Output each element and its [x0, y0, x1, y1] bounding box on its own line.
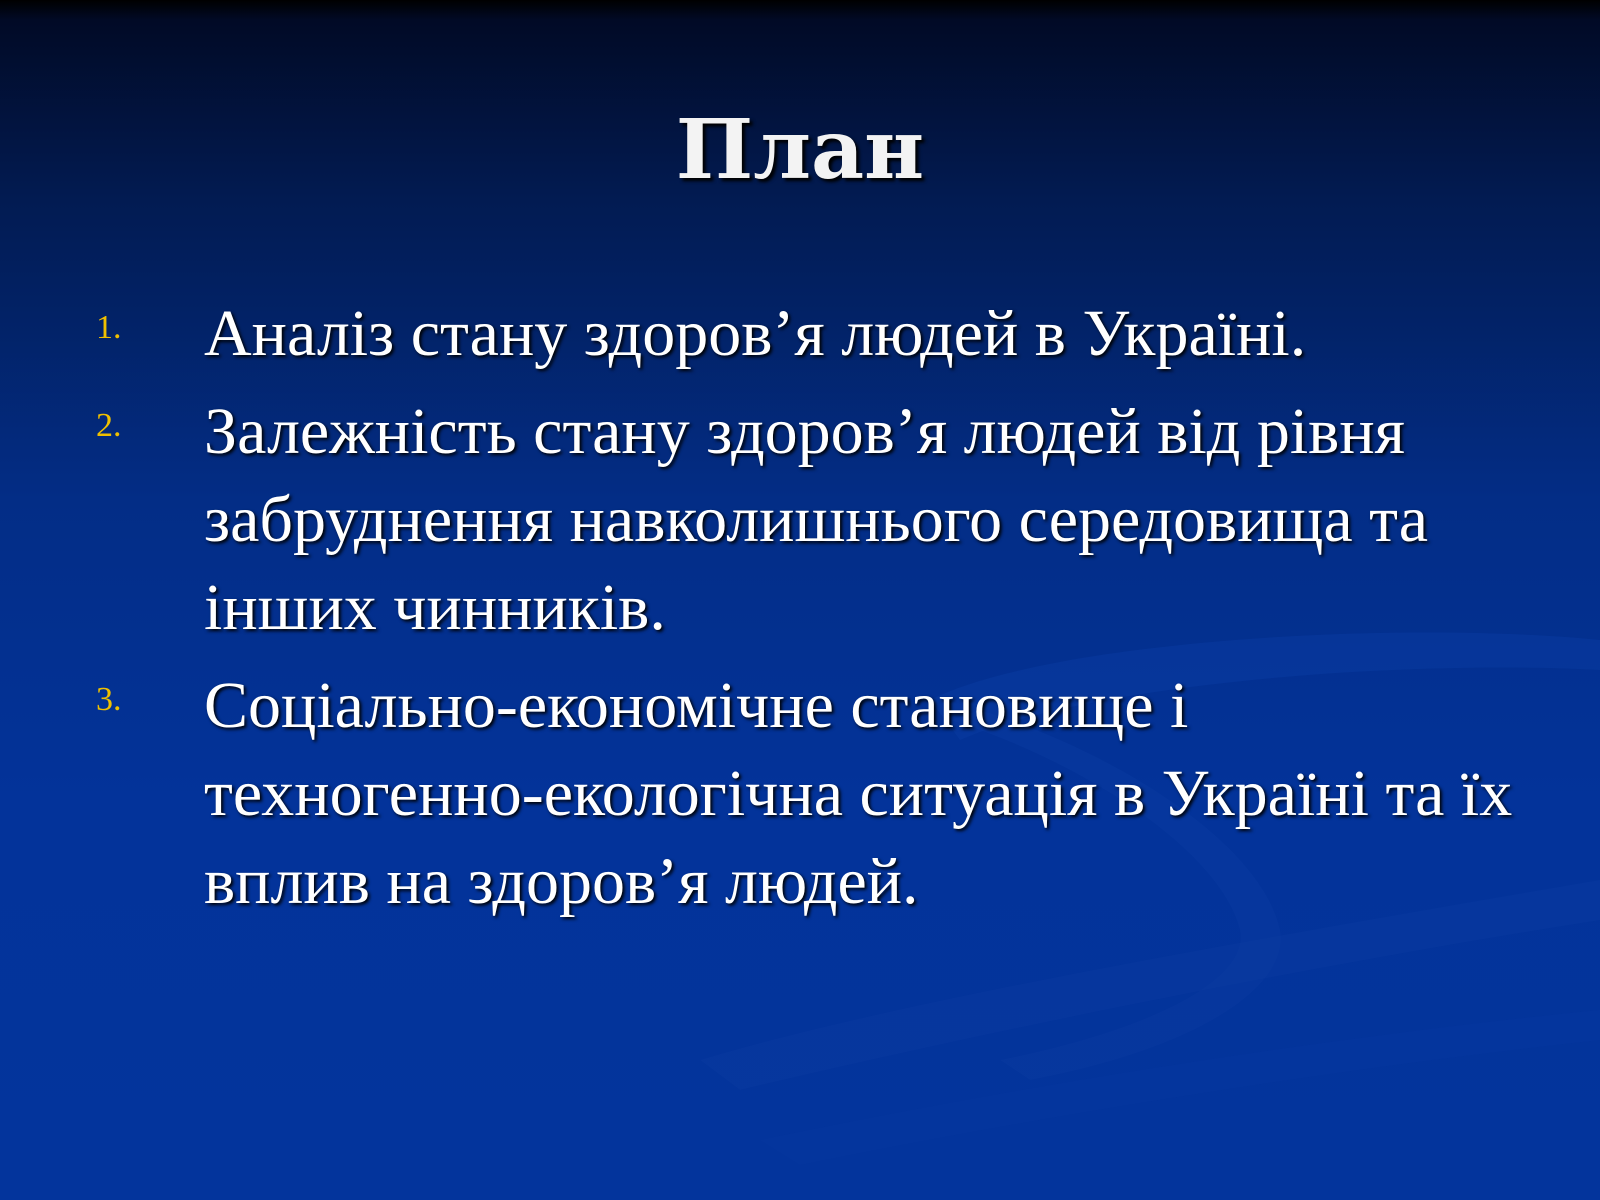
list-item-text: Залежність стану здоров’я людей від рівня забруднення навколишнього середовища та інших чинників.	[204, 395, 1429, 644]
list-item	[96, 290, 1536, 378]
slide-title: План	[675, 102, 925, 198]
list-item-text: Соціально-економічне становище і техногенно-екологічна ситуація в Україні та їх вплив на здоров’я людей.	[204, 669, 1513, 918]
plan-list	[96, 290, 1536, 936]
list-item-number: 2.	[96, 407, 122, 444]
list-item-number: 3.	[96, 681, 122, 718]
list-item-text: Аналіз стану здоров’я людей в Україні.	[204, 297, 1307, 370]
list-item-number: 1.	[96, 309, 122, 346]
list-item	[96, 388, 1536, 652]
list-item	[96, 662, 1536, 926]
